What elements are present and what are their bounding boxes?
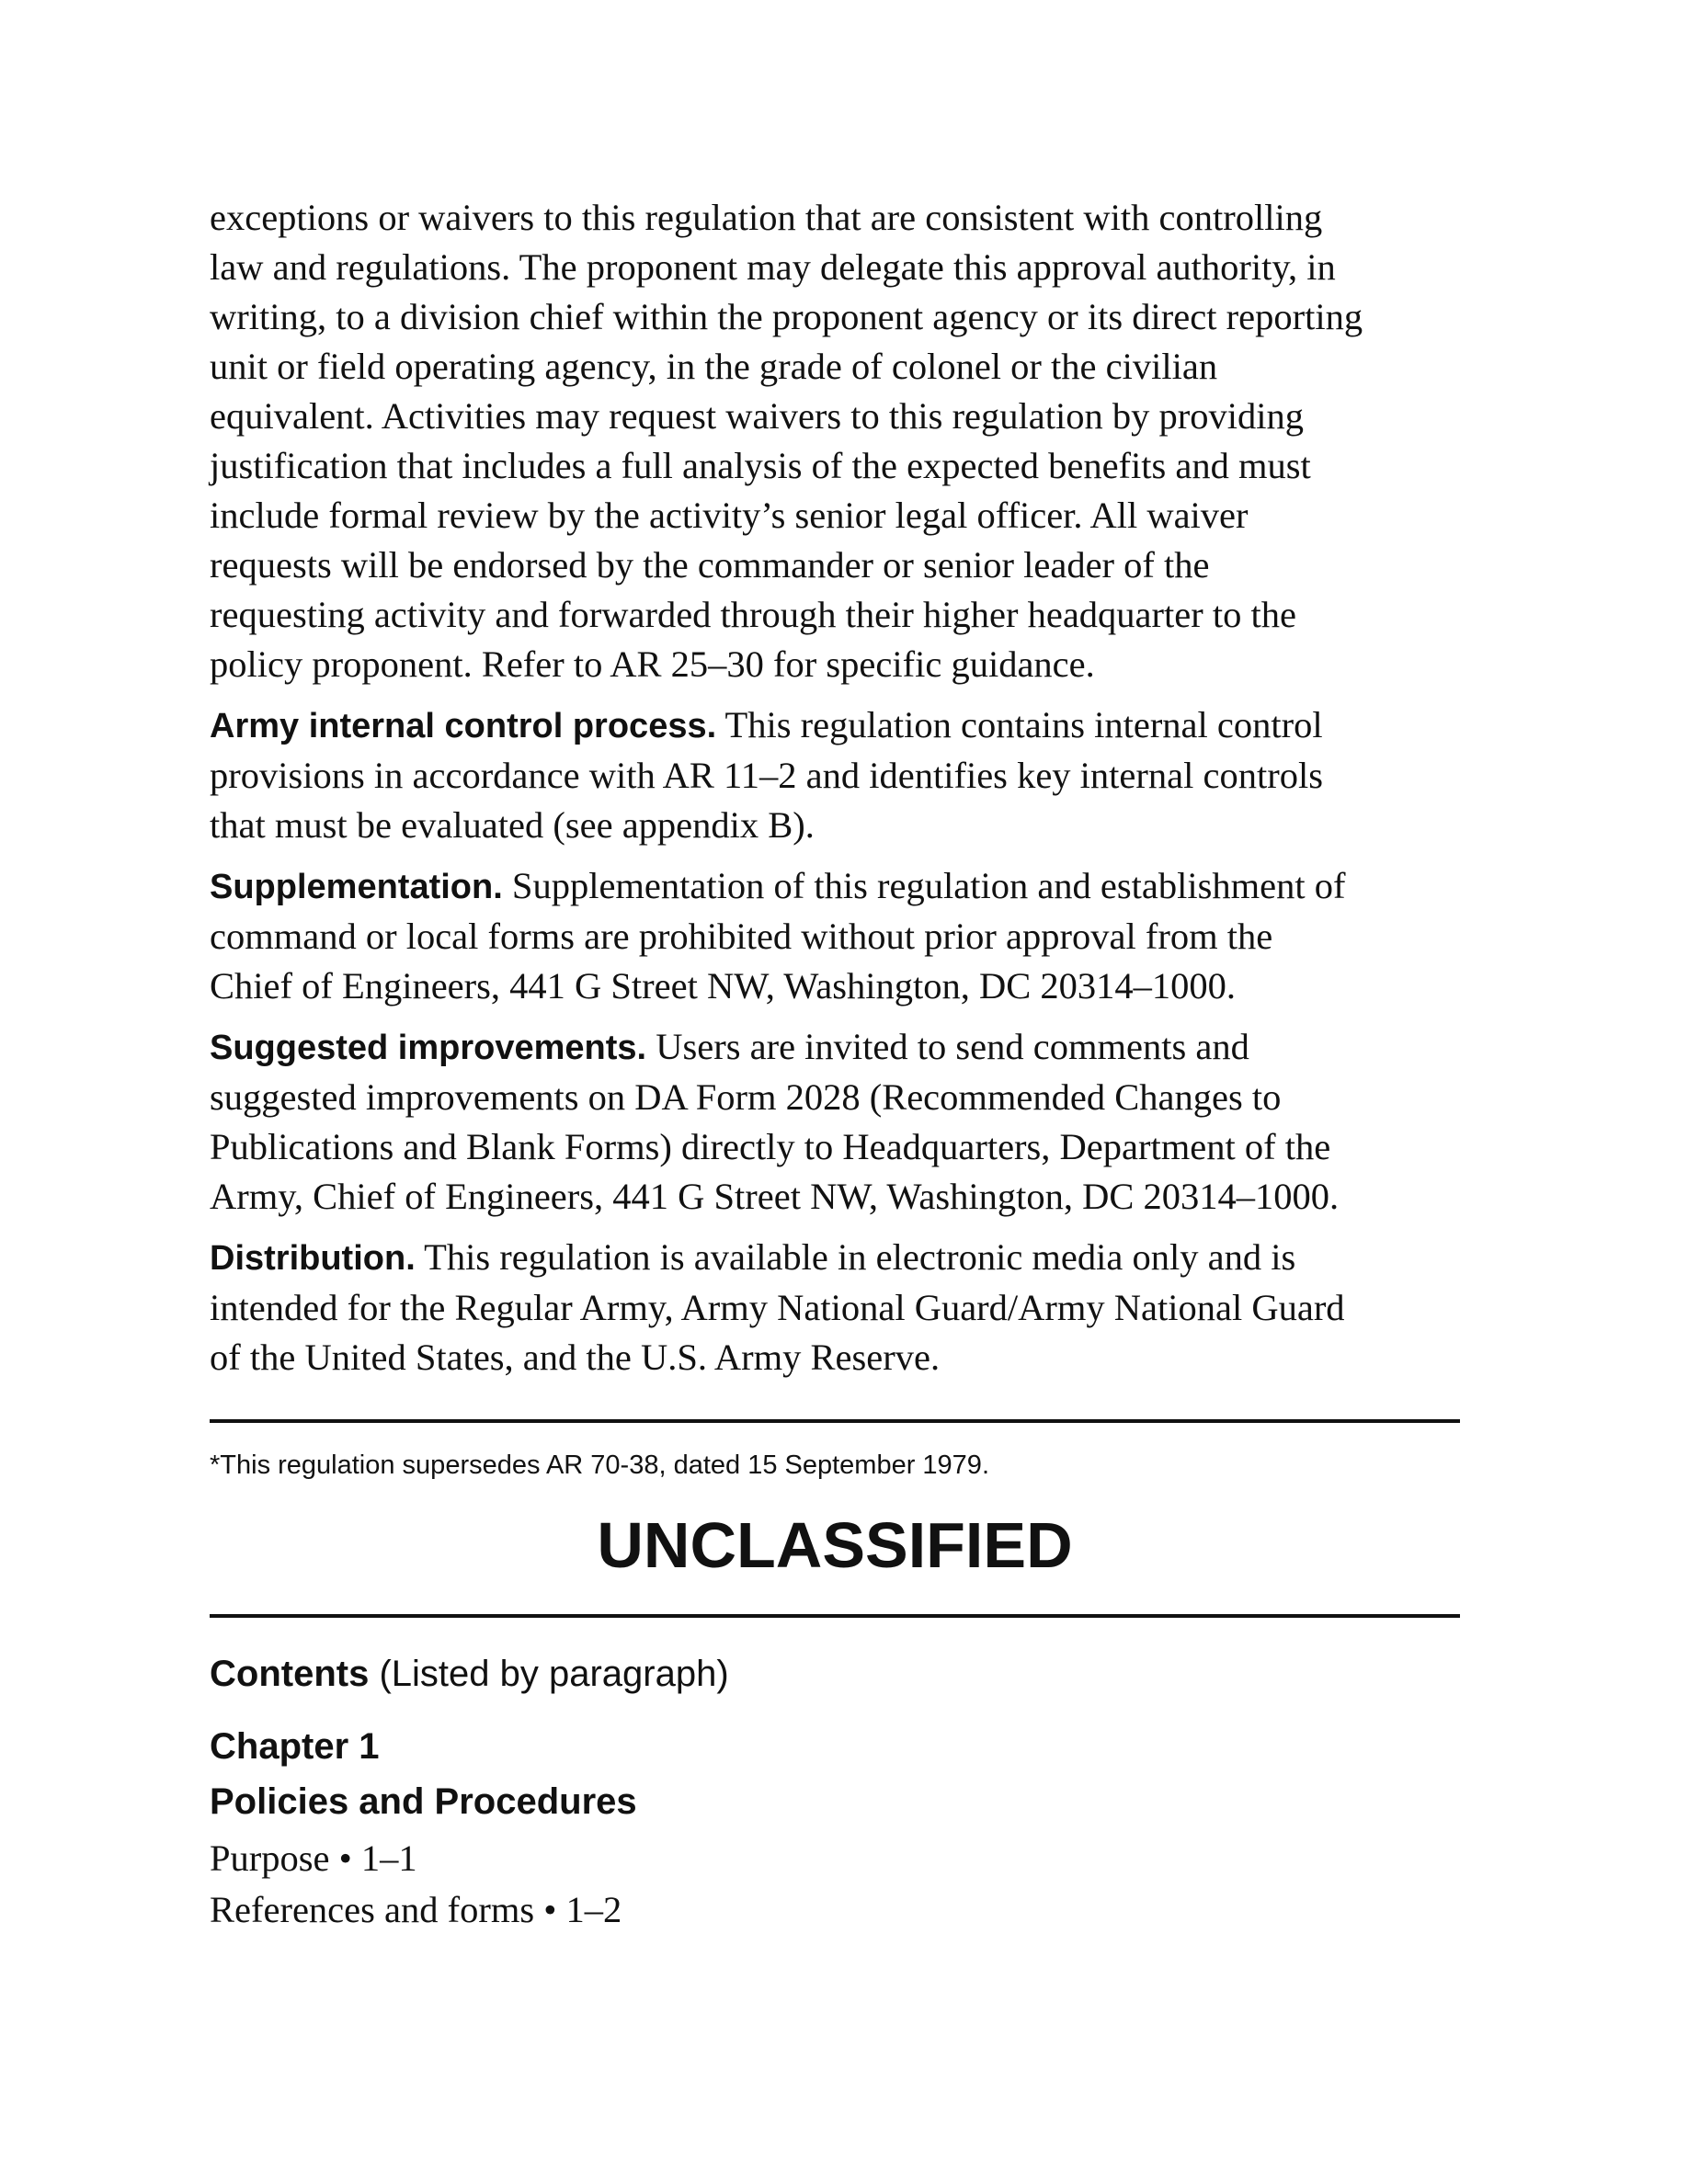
text-line: that must be evaluated (see appendix B). — [210, 804, 815, 846]
paragraph-suggested-improvements — [210, 1022, 1460, 1222]
divider-rule — [210, 1614, 1460, 1618]
text-line: suggested improvements on DA Form 2028 (Recommended Changes to — [210, 1076, 1282, 1118]
text-line: Army, Chief of Engineers, 441 G Street NW, Washington, DC 20314–1000. — [210, 1176, 1340, 1217]
paragraph-heading: Supplementation. — [210, 868, 503, 906]
text-line: include formal review by the activity’s senior legal officer. All waiver — [210, 495, 1249, 536]
paragraph-internal-control — [210, 700, 1460, 850]
text-line: provisions in accordance with AR 11–2 and identifies key internal controls — [210, 755, 1323, 796]
text-line: law and regulations. The proponent may delegate this approval authority, in — [210, 246, 1336, 288]
chapter-number: Chapter 1 — [210, 1726, 380, 1767]
supersession-footnote: *This regulation supersedes AR 70-38, dated 15 September 1979. — [210, 1450, 989, 1480]
paragraph-heading: Suggested improvements. — [210, 1029, 647, 1067]
text-line: writing, to a division chief within the proponent agency or its direct reporting — [210, 296, 1363, 337]
text-run: Users are invited to send comments and — [646, 1026, 1249, 1067]
text-run: This regulation is available in electronic media only and is — [415, 1236, 1296, 1278]
text-line: intended for the Regular Army, Army National Guard/Army National Guard — [210, 1287, 1345, 1328]
text-line-with-lead — [210, 700, 1460, 751]
contents-title: Contents — [210, 1654, 370, 1694]
paragraph-distribution — [210, 1233, 1460, 1382]
text-run: Supplementation of this regulation and establishment of — [502, 865, 1346, 906]
contents-subtitle: (Listed by paragraph) — [369, 1654, 729, 1694]
text-line: unit or field operating agency, in the grade of colonel or the civilian — [210, 346, 1218, 387]
toc-entry: Purpose • 1–1 — [210, 1837, 417, 1879]
text-line-with-lead — [210, 1233, 1460, 1283]
text-line: policy proponent. Refer to AR 25–30 for specific guidance. — [210, 643, 1095, 685]
paragraph-supplementation — [210, 861, 1460, 1011]
text-run: This regulation contains internal control — [716, 704, 1323, 745]
text-line-with-lead — [210, 1022, 1460, 1073]
divider-rule — [210, 1419, 1460, 1423]
chapter-title: Policies and Procedures — [210, 1781, 637, 1822]
text-line: Chief of Engineers, 441 G Street NW, Washington, DC 20314–1000. — [210, 965, 1237, 1007]
paragraph-waivers — [210, 193, 1460, 689]
text-line-with-lead — [210, 861, 1460, 912]
text-line: requesting activity and forwarded through their higher headquarter to the — [210, 594, 1296, 635]
text-line: equivalent. Activities may request waivers to this regulation by providing — [210, 395, 1305, 437]
paragraph-heading: Army internal control process. — [210, 707, 717, 745]
paragraph-heading: Distribution. — [210, 1239, 416, 1278]
toc-entry: References and forms • 1–2 — [210, 1889, 622, 1930]
text-line: exceptions or waivers to this regulation that are consistent with controlling — [210, 197, 1323, 238]
text-line: justification that includes a full analysis of the expected benefits and must — [210, 445, 1311, 486]
contents-heading — [210, 1649, 1460, 1699]
body-text — [210, 193, 1460, 1382]
text-line: command or local forms are prohibited without prior approval from the — [210, 916, 1273, 957]
text-line: Publications and Blank Forms) directly to Headquarters, Department of the — [210, 1126, 1331, 1167]
text-line: of the United States, and the U.S. Army Reserve. — [210, 1337, 941, 1378]
document-page — [210, 193, 1460, 1936]
classification-banner: UNCLASSIFIED — [597, 1509, 1073, 1581]
text-line: requests will be endorsed by the commander or senior leader of the — [210, 544, 1210, 586]
